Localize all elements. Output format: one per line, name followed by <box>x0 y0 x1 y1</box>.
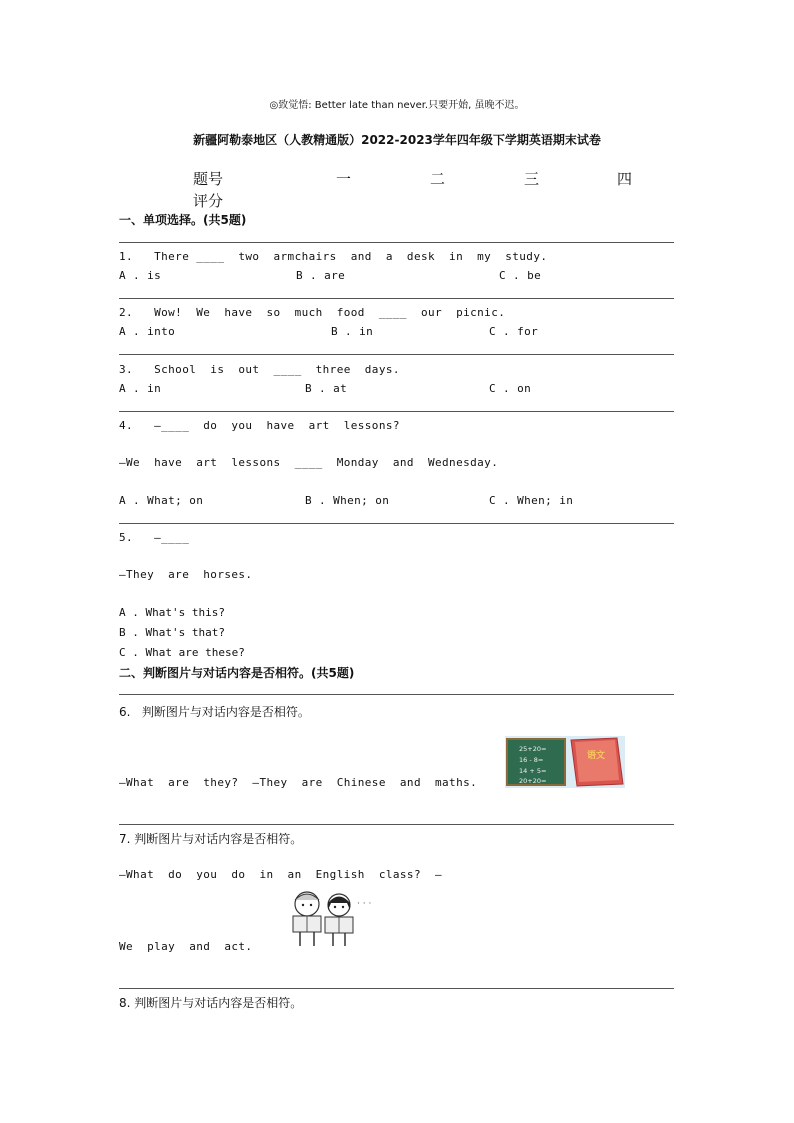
option-b[interactable]: B . What's that? <box>119 626 225 639</box>
divider <box>119 824 674 825</box>
exam-title: 新疆阿勒泰地区（人教精通版）2022-2023学年四年级下学期英语期末试卷 <box>193 133 601 147</box>
svg-text:· · ·: · · · <box>357 899 372 909</box>
option-a[interactable]: A . in <box>119 382 162 395</box>
divider <box>119 298 674 299</box>
score-col-2: 二 <box>430 170 446 188</box>
question-stem: 4. —____ do you have art lessons? <box>119 419 400 432</box>
question-dialog-line: We play and act. <box>119 940 253 953</box>
question-stem: 7. 判断图片与对话内容是否相符。 <box>119 832 303 846</box>
divider <box>119 411 674 412</box>
score-col-1: 一 <box>336 170 352 188</box>
score-col-4: 四 <box>617 170 633 188</box>
divider <box>119 242 674 243</box>
divider <box>119 694 674 695</box>
svg-text:16 - 8=: 16 - 8= <box>519 756 544 764</box>
option-a[interactable]: A . What; on <box>119 494 204 507</box>
svg-text:25+20=: 25+20= <box>519 745 547 753</box>
section2-heading: 二、判断图片与对话内容是否相符。(共5题) <box>119 666 355 680</box>
score-row-label-score: 评分 <box>193 192 224 210</box>
section1-heading: 一、单项选择。(共5题) <box>119 213 247 227</box>
svg-text:20+20=: 20+20= <box>519 777 547 785</box>
divider <box>119 988 674 989</box>
question-stem: 1. There ____ two armchairs and a desk in my study. <box>119 250 548 263</box>
option-b[interactable]: B . are <box>296 269 346 282</box>
score-col-3: 三 <box>524 170 540 188</box>
question-stem: 5. —____ <box>119 531 190 544</box>
question-stem: 2. Wow! We have so much food ____ our picnic. <box>119 306 506 319</box>
book-label: 语文 <box>587 751 606 761</box>
score-row-label-number: 题号 <box>193 170 224 188</box>
question-stem: 8. 判断图片与对话内容是否相符。 <box>119 996 303 1010</box>
divider <box>119 354 674 355</box>
children-reading-image <box>287 888 391 950</box>
question-dialog-line: —We have art lessons ____ Monday and Wednesday. <box>119 456 499 469</box>
option-c[interactable]: C . for <box>489 325 539 338</box>
option-b[interactable]: B . When; on <box>305 494 390 507</box>
option-b[interactable]: B . in <box>331 325 374 338</box>
divider <box>119 523 674 524</box>
chalkboard-and-book-image <box>505 736 625 788</box>
option-a[interactable]: A . is <box>119 269 162 282</box>
question-dialog-line: —They are horses. <box>119 568 253 581</box>
question-stem: 6. 判断图片与对话内容是否相符。 <box>119 705 310 719</box>
option-a[interactable]: A . What's this? <box>119 606 225 619</box>
question-dialog-line: —What do you do in an English class? — <box>119 868 443 881</box>
option-c[interactable]: C . on <box>489 382 532 395</box>
option-a[interactable]: A . into <box>119 325 176 338</box>
svg-text:14 + 5=: 14 + 5= <box>519 767 547 775</box>
option-c[interactable]: C . When; in <box>489 494 574 507</box>
motto-line: ◎致觉悟: Better late than never.只要开始, 虽晚不迟。 <box>269 100 525 111</box>
question-dialog-line: —What are they? —They are Chinese and maths. <box>119 776 478 789</box>
question-stem: 3. School is out ____ three days. <box>119 363 400 376</box>
option-c[interactable]: C . What are these? <box>119 646 245 659</box>
option-c[interactable]: C . be <box>499 269 542 282</box>
option-b[interactable]: B . at <box>305 382 348 395</box>
